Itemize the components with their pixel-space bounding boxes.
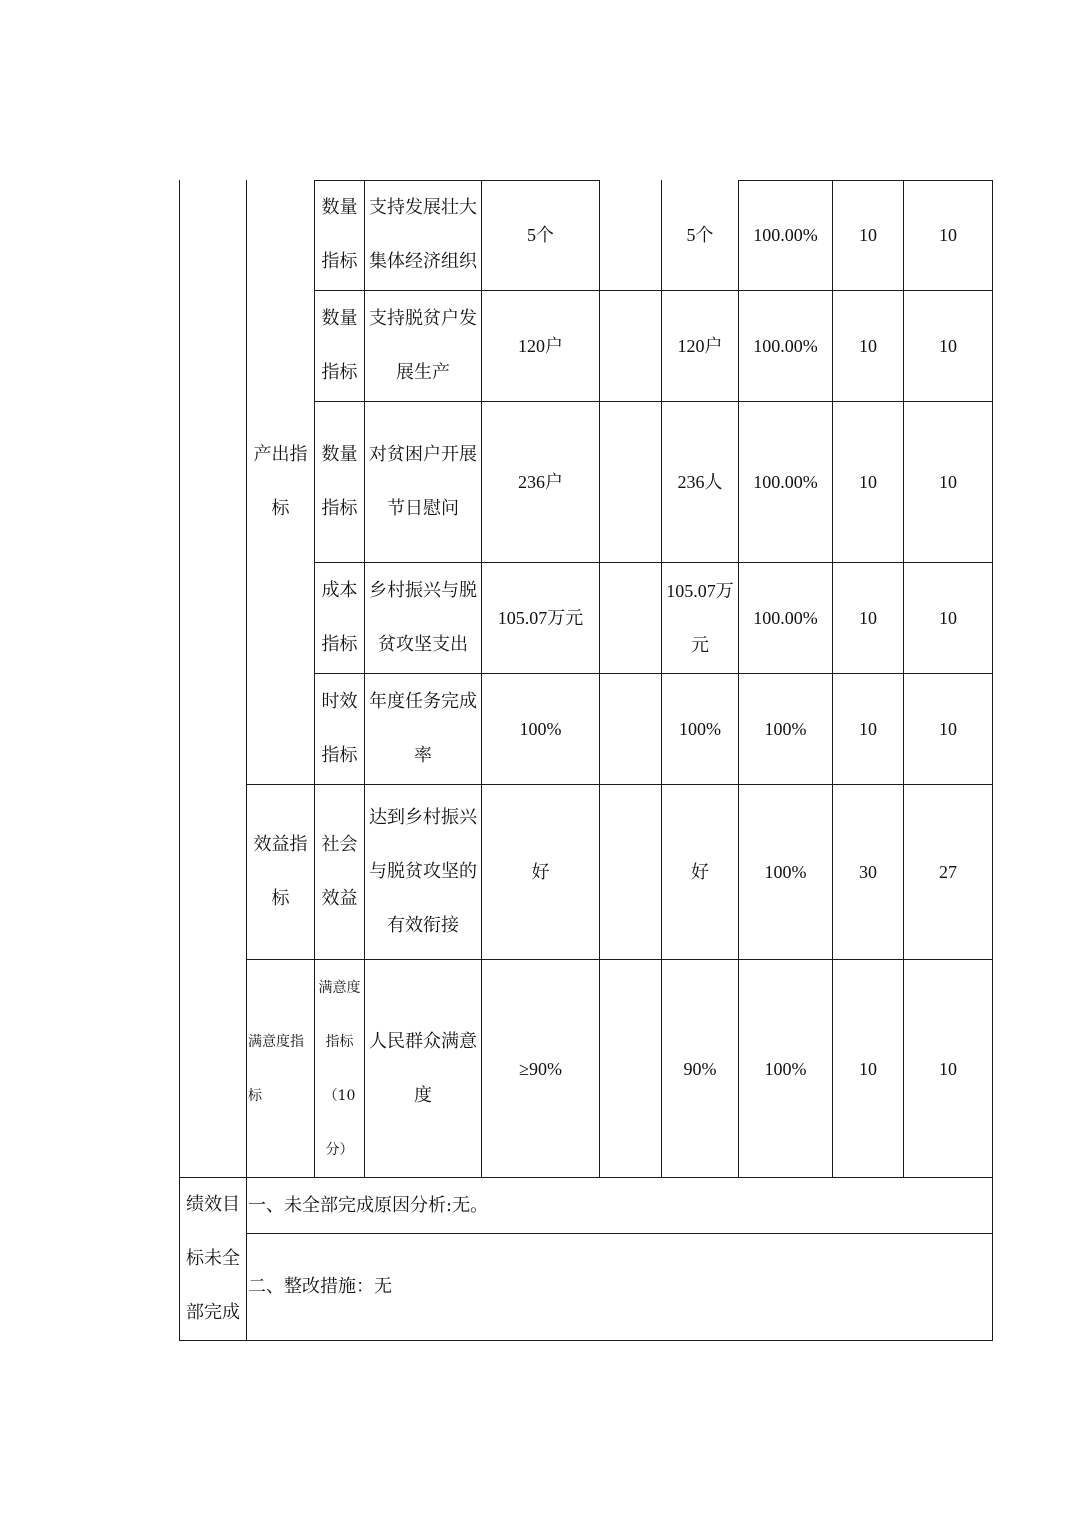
cell-weight: 10 bbox=[859, 472, 877, 492]
cell-weight: 10 bbox=[859, 719, 877, 739]
group-output-label: 产出指标 bbox=[253, 444, 308, 519]
cell-rate: 100% bbox=[764, 862, 807, 882]
cell-target: 好 bbox=[531, 862, 550, 882]
group-benefit-label: 效益指标 bbox=[253, 834, 308, 909]
cell-rate: 100% bbox=[764, 719, 807, 739]
cell-name: 支持发展壮大集体经济组织 bbox=[369, 197, 477, 272]
cell-rate: 100.00% bbox=[753, 336, 818, 356]
cell-weight: 10 bbox=[859, 225, 877, 245]
cell-target: 105.07万元 bbox=[497, 608, 584, 628]
cell-name: 年度任务完成率 bbox=[369, 691, 477, 766]
cell-name: 乡村振兴与脱贫攻坚支出 bbox=[369, 580, 477, 655]
cell-target: 100% bbox=[519, 719, 562, 739]
cell-sub: 数量指标 bbox=[321, 308, 358, 383]
cell-name: 达到乡村振兴与脱贫攻坚的有效衔接 bbox=[369, 807, 477, 936]
footer-label: 绩效目标未全部完成 bbox=[186, 1194, 240, 1323]
cell-name: 人民群众满意度 bbox=[369, 1030, 477, 1106]
cell-sub: 数量指标 bbox=[321, 197, 358, 272]
cell-actual: 100% bbox=[679, 719, 721, 739]
grid-line bbox=[179, 180, 180, 1341]
cell-actual: 105.07万元 bbox=[666, 581, 734, 655]
cell-weight: 10 bbox=[859, 608, 877, 628]
cell-sub: 成本指标 bbox=[321, 580, 358, 655]
cell-rate: 100.00% bbox=[753, 225, 818, 245]
cell-actual: 90% bbox=[683, 1058, 717, 1079]
grid-line bbox=[179, 1340, 992, 1341]
cell-target: 236户 bbox=[518, 472, 563, 492]
cell-weight: 10 bbox=[859, 336, 877, 356]
cell-rate: 100.00% bbox=[753, 608, 818, 628]
cell-score: 10 bbox=[939, 1058, 957, 1079]
cell-score: 10 bbox=[939, 719, 957, 739]
cell-sub: 数量指标 bbox=[321, 444, 358, 519]
cell-weight: 30 bbox=[859, 862, 877, 882]
cell-actual: 236人 bbox=[677, 472, 723, 492]
cell-score: 10 bbox=[939, 336, 957, 356]
grid-line bbox=[992, 180, 993, 1341]
cell-score: 10 bbox=[939, 225, 957, 245]
cell-target: ≥90% bbox=[519, 1058, 562, 1079]
cell-rate: 100% bbox=[764, 1058, 807, 1079]
cell-sub: 时效指标 bbox=[321, 691, 358, 766]
cell-actual: 好 bbox=[691, 862, 709, 882]
cell-rate: 100.00% bbox=[753, 472, 818, 492]
cell-score: 27 bbox=[939, 862, 957, 882]
cell-target: 5个 bbox=[527, 225, 554, 245]
cell-name: 支持脱贫户发展生产 bbox=[369, 308, 477, 383]
cell-sub: 满意度指标（10分） bbox=[318, 979, 361, 1158]
footer-analysis: 一、未全部完成原因分析:无。 bbox=[248, 1194, 489, 1216]
cell-sub: 社会效益 bbox=[321, 834, 358, 909]
cell-score: 10 bbox=[939, 608, 957, 628]
group-satisfaction-label: 满意度指标 bbox=[248, 1033, 304, 1104]
cell-weight: 10 bbox=[859, 1058, 877, 1079]
cell-score: 10 bbox=[939, 472, 957, 492]
footer-measures: 二、整改措施：无 bbox=[248, 1276, 392, 1297]
cell-actual: 5个 bbox=[686, 225, 714, 245]
cell-target: 120户 bbox=[518, 336, 563, 356]
grid-line bbox=[599, 180, 600, 1177]
cell-name: 对贫困户开展节日慰问 bbox=[369, 444, 477, 519]
cell-actual: 120户 bbox=[677, 336, 723, 356]
